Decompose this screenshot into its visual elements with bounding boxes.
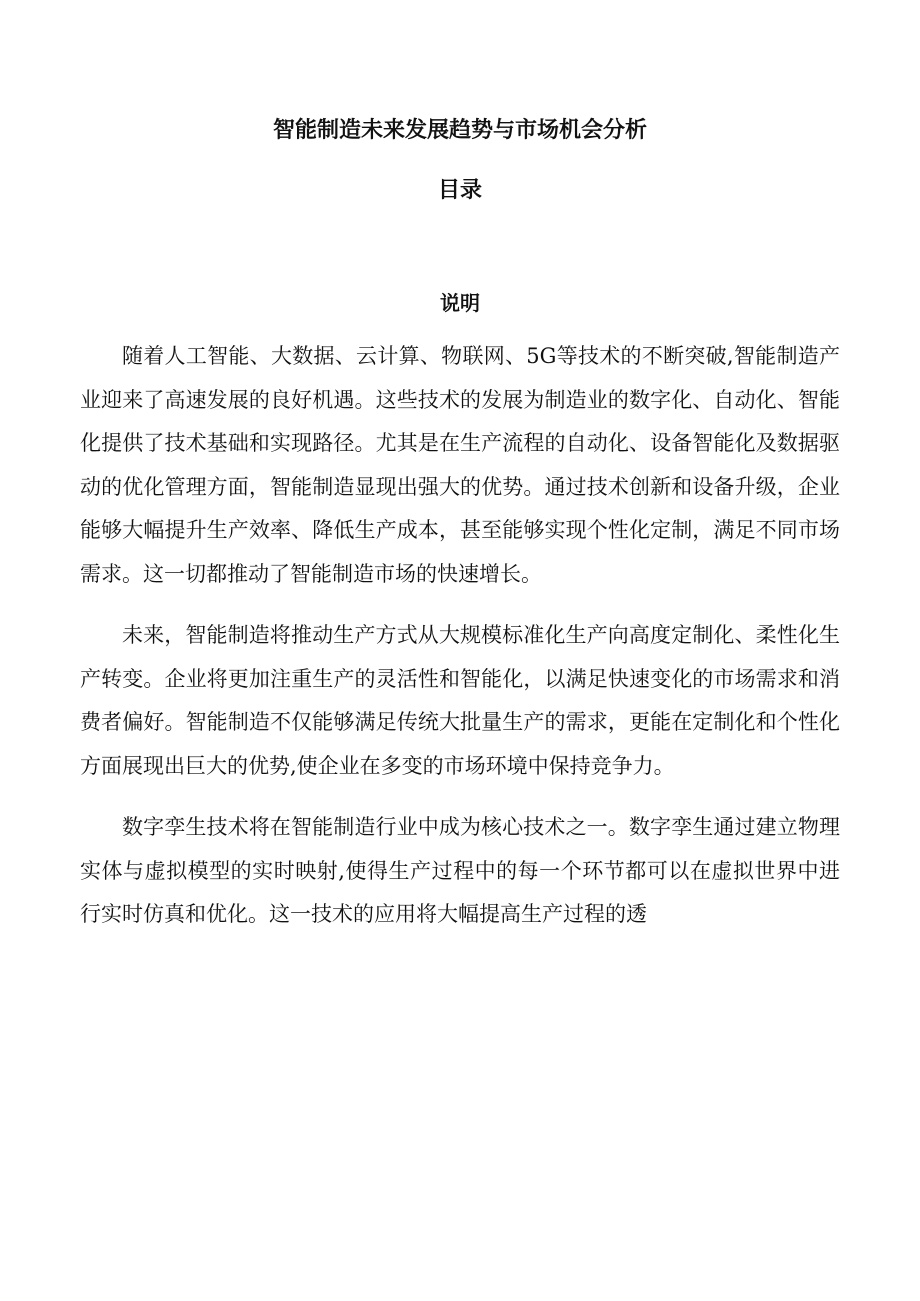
toc-heading: 目录	[437, 178, 482, 203]
body-text	[80, 335, 840, 955]
section-heading: 说明	[440, 291, 480, 315]
document-title: 智能制造未来发展趋势与市场机会分析	[272, 118, 647, 143]
paragraph: 未来，智能制造将推动生产方式从大规模标准化生产向高度定制化、柔性化生产转变。企业将更加注重生产的灵活性和智能化，以满足快速变化的市场需求和消费者偏好。智能制造不仅能够满足传统大批量生产的需求，更能在定制化和个性化方面展现出巨大的优势,使企业在多变的市场环境中保持竞争力。	[80, 623, 840, 778]
paragraph: 数字孪生技术将在智能制造行业中成为核心技术之一。数字孪生通过建立物理实体与虚拟模型的实时映射,使得生产过程中的每一个环节都可以在虚拟世界中进行实时仿真和优化。这一技术的应用将大幅提高生产过程的透	[80, 815, 840, 926]
paragraph: 随着人工智能、大数据、云计算、物联网、5G等技术的不断突破,智能制造产业迎来了高速发展的良好机遇。这些技术的发展为制造业的数字化、自动化、智能化提供了技术基础和实现路径。尤其是在生产流程的自动化、设备智能化及数据驱动的优化管理方面，智能制造显现出强大的优势。通过技术创新和设备升级，企业能够大幅提升生产效率、降低生产成本，甚至能够实现个性化定制，满足不同市场需求。这一切都推动了智能制造市场的快速增长。	[80, 344, 840, 586]
